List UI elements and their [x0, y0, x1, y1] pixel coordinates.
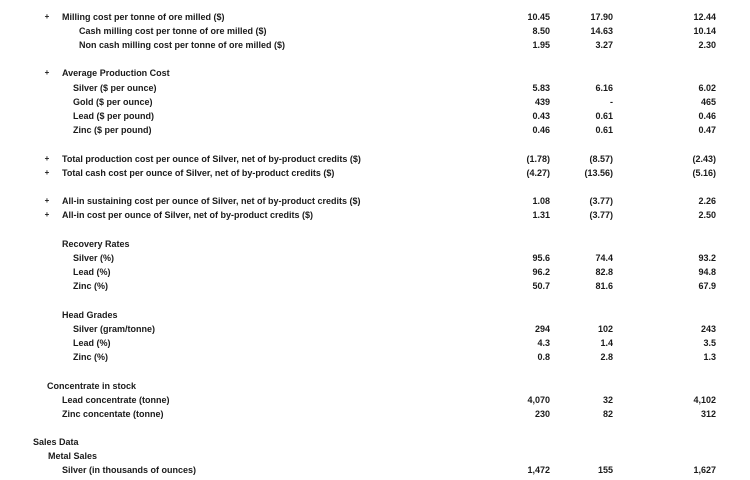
table-row: [0, 66, 750, 80]
row-label: Lead (%): [73, 338, 111, 348]
row-label: Zinc ($ per pound): [73, 125, 152, 135]
row-label: Cash milling cost per tonne of ore milled ($): [79, 26, 267, 36]
row-value: 0.61: [595, 125, 613, 135]
row-value: 102: [597, 324, 613, 334]
bullet-icon: +: [44, 68, 50, 77]
row-value: 6.16: [595, 83, 613, 93]
row-value: 94.8: [698, 267, 716, 277]
row-label: Lead (%): [73, 267, 111, 277]
row-label: Sales Data: [33, 437, 79, 447]
row-value: 439: [534, 97, 550, 107]
table-row: [0, 308, 750, 322]
row-value: 0.43: [532, 111, 550, 121]
bullet-icon: +: [44, 12, 50, 21]
row-value: 95.6: [532, 253, 550, 263]
row-value: 312: [700, 409, 716, 419]
row-value: 2.26: [698, 196, 716, 206]
table-row: [0, 393, 750, 407]
row-label: Non cash milling cost per tonne of ore milled ($): [79, 40, 286, 50]
row-value: 6.02: [698, 83, 716, 93]
row-value: 10.45: [527, 12, 550, 22]
bullet-icon: +: [44, 196, 50, 205]
row-value: 243: [700, 324, 716, 334]
row-value: (4.27): [526, 168, 550, 178]
row-label: Lead concentrate (tonne): [62, 395, 170, 405]
row-label: Zinc (%): [73, 352, 108, 362]
row-value: 1.4: [600, 338, 613, 348]
table-row: [0, 194, 750, 208]
row-value: 81.6: [595, 281, 613, 291]
row-label: Silver (%): [73, 253, 115, 263]
row-value: 12.44: [693, 12, 716, 22]
row-label: Lead ($ per pound): [73, 111, 154, 121]
row-value: 96.2: [532, 267, 550, 277]
row-value: 2.50: [698, 210, 716, 220]
row-value: 74.4: [595, 253, 613, 263]
table-row: [0, 109, 750, 123]
table-row: [0, 350, 750, 364]
row-value: 50.7: [532, 281, 550, 291]
row-value: 1.08: [532, 196, 550, 206]
row-value: 10.14: [693, 26, 716, 36]
row-label: All-in cost per ounce of Silver, net of by-product credits ($): [62, 210, 314, 220]
table-row: [0, 265, 750, 279]
row-value: 0.61: [595, 111, 613, 121]
row-value: 17.90: [590, 12, 613, 22]
row-label: Total cash cost per ounce of Silver, net of by-product credits ($): [62, 168, 335, 178]
row-value: 4,102: [693, 395, 716, 405]
row-value: (3.77): [589, 196, 613, 206]
row-value: 3.5: [703, 338, 716, 348]
row-value: 465: [700, 97, 716, 107]
table-row: [0, 10, 750, 24]
row-value: 1,627: [693, 465, 716, 475]
row-label: Silver (in thousands of ounces): [62, 465, 197, 475]
row-value: (3.77): [589, 210, 613, 220]
row-label: Total production cost per ounce of Silver, net of by-product credits ($): [62, 154, 361, 164]
row-value: (13.56): [584, 168, 613, 178]
row-value: 230: [534, 409, 550, 419]
table-row: [0, 463, 750, 477]
table-row: [0, 208, 750, 222]
table-row: [0, 38, 750, 52]
table-row: [0, 166, 750, 180]
table-row: [0, 237, 750, 251]
row-label: All-in sustaining cost per ounce of Silver, net of by-product credits ($): [62, 196, 361, 206]
table-row: [0, 251, 750, 265]
row-label: Recovery Rates: [62, 239, 130, 249]
row-value: 294: [534, 324, 550, 334]
row-value: (2.43): [692, 154, 716, 164]
row-value: 1.95: [532, 40, 550, 50]
table-row: [0, 24, 750, 38]
row-value: 2.30: [698, 40, 716, 50]
row-value: (8.57): [589, 154, 613, 164]
row-value: 1.31: [532, 210, 550, 220]
row-value: (1.78): [526, 154, 550, 164]
table-row: [0, 279, 750, 293]
table-row: [0, 123, 750, 137]
row-label: Metal Sales: [48, 451, 98, 461]
row-value: 82.8: [595, 267, 613, 277]
bullet-icon: +: [44, 168, 50, 177]
row-value: 14.63: [590, 26, 613, 36]
row-label: Zinc concentate (tonne): [62, 409, 164, 419]
row-value: 82: [602, 409, 613, 419]
row-label: Silver ($ per ounce): [73, 83, 157, 93]
table-row: [0, 336, 750, 350]
row-label: Milling cost per tonne of ore milled ($): [62, 12, 225, 22]
table-row: [0, 95, 750, 109]
row-label: Head Grades: [62, 310, 118, 320]
table-row: [0, 322, 750, 336]
row-value: 0.46: [532, 125, 550, 135]
row-value: 4,070: [527, 395, 550, 405]
row-value: 5.83: [532, 83, 550, 93]
row-value: 93.2: [698, 253, 716, 263]
bullet-icon: +: [44, 210, 50, 219]
row-value: 2.8: [600, 352, 613, 362]
table-row: [0, 152, 750, 166]
row-value: 67.9: [698, 281, 716, 291]
row-label: Concentrate in stock: [47, 381, 137, 391]
bullet-icon: +: [44, 154, 50, 163]
row-value: 155: [597, 465, 613, 475]
table-row: [0, 449, 750, 463]
table-row: [0, 435, 750, 449]
row-value: (5.16): [692, 168, 716, 178]
row-value: 0.46: [698, 111, 716, 121]
row-label: Gold ($ per ounce): [73, 97, 153, 107]
row-value: 0.8: [537, 352, 550, 362]
row-label: Zinc (%): [73, 281, 108, 291]
row-value: 8.50: [532, 26, 550, 36]
table-row: [0, 81, 750, 95]
table-row: [0, 407, 750, 421]
row-label: Silver (gram/tonne): [73, 324, 156, 334]
row-value: -: [610, 97, 613, 107]
row-label: Average Production Cost: [62, 68, 170, 78]
row-value: 0.47: [698, 125, 716, 135]
row-value: 1,472: [527, 465, 550, 475]
row-value: 32: [602, 395, 613, 405]
row-value: 4.3: [537, 338, 550, 348]
table-row: [0, 379, 750, 393]
row-value: 1.3: [703, 352, 716, 362]
row-value: 3.27: [595, 40, 613, 50]
